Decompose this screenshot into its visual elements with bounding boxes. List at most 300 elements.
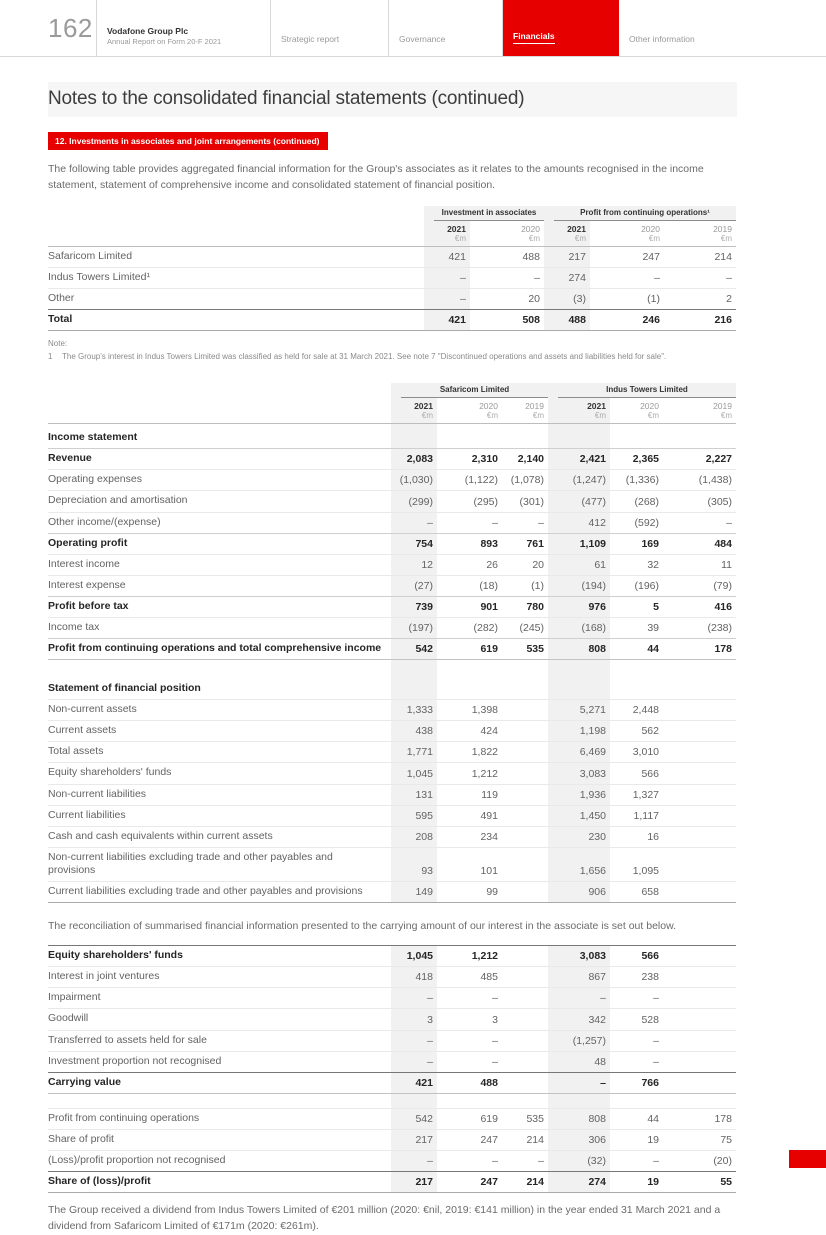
cell-value: 2,421: [548, 449, 610, 470]
cell-value: [548, 660, 610, 675]
row-label: Other income/(expense): [48, 512, 391, 533]
column-group-label: Investment in associates: [434, 206, 544, 221]
empty-header-cell: [48, 221, 424, 234]
row-label: Cash and cash equivalents within current assets: [48, 826, 391, 847]
cell-value: [502, 784, 548, 805]
cell-value: –: [663, 512, 736, 533]
unit-header: €m: [544, 234, 590, 247]
table-row: [48, 424, 736, 449]
cell-value: 421: [424, 309, 470, 330]
row-label: Total: [48, 309, 424, 330]
cell-value: 1,656: [548, 847, 610, 881]
cell-value: 1,771: [391, 742, 437, 763]
cell-value: 44: [610, 1108, 663, 1129]
table-row: [48, 660, 736, 675]
cell-value: 230: [548, 826, 610, 847]
cell-value: (245): [502, 618, 548, 639]
table-row: [48, 1130, 736, 1151]
year-header: 2019: [525, 401, 544, 411]
table-row: [48, 267, 736, 288]
cell-value: (282): [437, 618, 502, 639]
cell-value: [610, 660, 663, 675]
cell-value: [437, 424, 502, 449]
cell-value: 1,333: [391, 700, 437, 721]
cell-value: (268): [610, 491, 663, 512]
table-row: [48, 1009, 736, 1030]
year-header: 2020: [640, 401, 659, 411]
row-label: Income tax: [48, 618, 391, 639]
table-row: [48, 1172, 736, 1193]
cell-value: [502, 742, 548, 763]
cell-value: 619: [437, 1108, 502, 1129]
row-label: Non-current liabilities excluding trade and other payables and provisions: [48, 847, 391, 881]
cell-value: 2,365: [610, 449, 663, 470]
cell-value: 247: [437, 1172, 502, 1193]
row-label: Current liabilities: [48, 805, 391, 826]
footnote-number: 1: [48, 352, 53, 361]
empty-header-cell: [48, 383, 391, 398]
row-label: Impairment: [48, 988, 391, 1009]
cell-value: 26: [437, 554, 502, 575]
cell-value: 16: [610, 826, 663, 847]
cell-value: 754: [391, 533, 437, 554]
column-group: [391, 383, 548, 398]
cell-value: –: [548, 988, 610, 1009]
cell-value: 5: [610, 597, 663, 618]
cell-value: 214: [502, 1172, 548, 1193]
cell-value: [391, 660, 437, 675]
cell-value: (1,122): [437, 470, 502, 491]
row-label: Income statement: [48, 431, 138, 443]
unit-header-row: [48, 411, 736, 424]
nav-tab-governance[interactable]: [389, 0, 503, 56]
row-label: Safaricom Limited: [48, 246, 424, 267]
cell-value: –: [470, 267, 544, 288]
table-row: [48, 246, 736, 267]
table-row: [48, 1093, 736, 1108]
page-number: 162: [0, 0, 97, 56]
cell-value: [502, 424, 548, 449]
cell-value: 1,117: [610, 805, 663, 826]
cell-value: 3: [391, 1009, 437, 1030]
row-label: Goodwill: [48, 1009, 391, 1030]
table-row: [48, 1151, 736, 1172]
cell-value: [663, 1072, 736, 1093]
cell-value: –: [664, 267, 736, 288]
row-label: Total assets: [48, 742, 391, 763]
row-label: Current assets: [48, 721, 391, 742]
cell-value: –: [437, 988, 502, 1009]
page-content: [0, 117, 826, 1235]
page-header: [0, 0, 826, 57]
cell-value: 535: [502, 1108, 548, 1129]
cell-value: 867: [548, 967, 610, 988]
table-row: [48, 309, 736, 330]
intro-paragraph: The following table provides aggregated financial information for the Group's associates as it relates to the amounts recognised in the income statement, statement of comprehensive income and consolidated statement of financial position.: [48, 163, 704, 191]
cell-value: (1,078): [502, 470, 548, 491]
footnote-heading: Note:: [48, 339, 68, 348]
cell-value: 780: [502, 597, 548, 618]
table-row: [48, 491, 736, 512]
cell-value: 61: [548, 554, 610, 575]
cell-value: 542: [391, 1108, 437, 1129]
cell-value: (79): [663, 575, 736, 596]
table-row: [48, 988, 736, 1009]
table-row: [48, 784, 736, 805]
cell-value: 562: [610, 721, 663, 742]
nav-tab-label: Other information: [629, 34, 695, 44]
cell-value: 619: [437, 639, 502, 660]
cell-value: [391, 1093, 437, 1108]
cell-value: 491: [437, 805, 502, 826]
cell-value: (1,030): [391, 470, 437, 491]
cell-value: 11: [663, 554, 736, 575]
table-row: [48, 826, 736, 847]
unit-header: €m: [470, 234, 544, 247]
cell-value: [502, 1093, 548, 1108]
row-label: Equity shareholders' funds: [48, 763, 391, 784]
unit-header-row: [48, 234, 736, 247]
cell-value: 1,327: [610, 784, 663, 805]
cell-value: [663, 882, 736, 903]
cell-value: –: [391, 1030, 437, 1051]
cell-value: [610, 424, 663, 449]
cell-value: –: [437, 1030, 502, 1051]
table-row: [48, 512, 736, 533]
cell-value: 2,448: [610, 700, 663, 721]
cell-value: [548, 424, 610, 449]
cell-value: (295): [437, 491, 502, 512]
cell-value: (168): [548, 618, 610, 639]
column-group: [424, 206, 544, 221]
row-label: Non-current liabilities: [48, 784, 391, 805]
cell-value: 238: [610, 967, 663, 988]
cell-value: 20: [502, 554, 548, 575]
row-label: Investment proportion not recognised: [48, 1051, 391, 1072]
cell-value: [437, 660, 502, 675]
row-label: Transferred to assets held for sale: [48, 1030, 391, 1051]
row-label: Current liabilities excluding trade and other payables and provisions: [48, 882, 391, 903]
cell-value: [663, 847, 736, 881]
cell-value: [502, 946, 548, 967]
cell-value: –: [424, 288, 470, 309]
cell-value: 418: [391, 967, 437, 988]
cell-value: –: [610, 1051, 663, 1072]
cell-value: 306: [548, 1130, 610, 1151]
cell-value: –: [437, 512, 502, 533]
nav-tab-label: Financials: [513, 31, 555, 44]
cell-value: 3,083: [548, 946, 610, 967]
cell-value: 93: [391, 847, 437, 881]
cell-value: 234: [437, 826, 502, 847]
empty-header-cell: [48, 411, 391, 424]
cell-value: 131: [391, 784, 437, 805]
cell-value: 3,083: [548, 763, 610, 784]
cell-value: 274: [544, 267, 590, 288]
cell-value: (301): [502, 491, 548, 512]
cell-value: 247: [590, 246, 664, 267]
row-label: Non-current assets: [48, 700, 391, 721]
cell-value: 216: [664, 309, 736, 330]
cell-value: [663, 1093, 736, 1108]
cell-value: 528: [610, 1009, 663, 1030]
cell-value: [502, 847, 548, 881]
year-header: 2021: [567, 223, 586, 234]
row-label: Share of (loss)/profit: [48, 1172, 391, 1193]
footnote-item: [48, 351, 736, 363]
unit-header: €m: [391, 411, 437, 424]
cell-value: 766: [610, 1072, 663, 1093]
cell-value: 808: [548, 639, 610, 660]
table-row: [48, 805, 736, 826]
cell-value: 424: [437, 721, 502, 742]
table-row: [48, 575, 736, 596]
associates-detail-grid: [48, 383, 736, 903]
row-label: Profit before tax: [48, 597, 391, 618]
empty-header-cell: [48, 234, 424, 247]
section-heading-badge: 12. Investments in associates and joint arrangements (continued): [48, 132, 328, 150]
cell-value: (20): [663, 1151, 736, 1172]
cell-value: [502, 660, 548, 675]
cell-value: 2,083: [391, 449, 437, 470]
year-header: 2020: [521, 223, 540, 234]
report-name: Annual Report on Form 20-F 2021: [107, 36, 222, 46]
column-group-row: [48, 206, 736, 221]
cell-value: 535: [502, 639, 548, 660]
table-row: [48, 721, 736, 742]
cell-value: 1,109: [548, 533, 610, 554]
cell-value: 246: [590, 309, 664, 330]
cell-value: [502, 826, 548, 847]
cell-value: 6,469: [548, 742, 610, 763]
footnote-text: The Group's interest in Indus Towers Limited was classified as held for sale at 31 March 2021. See note 7 "Discontinued operations and assets and liabilities held for sale".: [62, 352, 667, 361]
cell-value: 485: [437, 967, 502, 988]
year-header: 2021: [587, 401, 606, 411]
row-label: Revenue: [48, 449, 391, 470]
cell-value: –: [610, 1030, 663, 1051]
year-header: 2020: [479, 401, 498, 411]
cell-value: 2,227: [663, 449, 736, 470]
cell-value: (305): [663, 491, 736, 512]
column-group: [548, 383, 736, 398]
cell-value: 739: [391, 597, 437, 618]
cell-value: 1,045: [391, 946, 437, 967]
column-group-label: Profit from continuing operations¹: [554, 206, 736, 221]
cell-value: 542: [391, 639, 437, 660]
cell-value: 416: [663, 597, 736, 618]
cell-value: 1,936: [548, 784, 610, 805]
unit-header: €m: [610, 411, 663, 424]
cell-value: –: [391, 988, 437, 1009]
cell-value: 3,010: [610, 742, 663, 763]
cell-value: 901: [437, 597, 502, 618]
column-group-label: Indus Towers Limited: [558, 383, 736, 398]
cell-value: (1): [502, 575, 548, 596]
row-label: Interest in joint ventures: [48, 967, 391, 988]
cell-value: [548, 675, 610, 700]
table-row: [48, 967, 736, 988]
table-row: [48, 554, 736, 575]
year-header-row: [48, 398, 736, 411]
table-row: [48, 742, 736, 763]
year-header: 2019: [713, 223, 732, 234]
nav-tab-strategic-report[interactable]: [271, 0, 389, 56]
row-label: Indus Towers Limited¹: [48, 267, 424, 288]
cell-value: [663, 967, 736, 988]
cell-value: 488: [437, 1072, 502, 1093]
cell-value: [502, 1051, 548, 1072]
cell-value: 178: [663, 639, 736, 660]
table-row: [48, 470, 736, 491]
cell-value: [663, 826, 736, 847]
cell-value: [663, 742, 736, 763]
cell-value: 1,398: [437, 700, 502, 721]
row-label: Profit from continuing operations and total comprehensive income: [48, 639, 391, 660]
column-group: [544, 206, 736, 221]
cell-value: [663, 424, 736, 449]
cell-value: –: [610, 1151, 663, 1172]
cell-value: 1,212: [437, 946, 502, 967]
cell-value: –: [502, 512, 548, 533]
unit-header: €m: [548, 411, 610, 424]
cell-value: (3): [544, 288, 590, 309]
cell-value: [502, 1030, 548, 1051]
cell-value: 484: [663, 533, 736, 554]
cell-value: 1,450: [548, 805, 610, 826]
table-row: [48, 1030, 736, 1051]
cell-value: –: [437, 1151, 502, 1172]
cell-value: 99: [437, 882, 502, 903]
cell-value: 808: [548, 1108, 610, 1129]
cell-value: 178: [663, 1108, 736, 1129]
cell-value: [663, 784, 736, 805]
cell-value: 2,310: [437, 449, 502, 470]
cell-value: 217: [544, 246, 590, 267]
year-header-row: [48, 221, 736, 234]
cell-value: [502, 988, 548, 1009]
unit-header: €m: [663, 411, 736, 424]
nav-tab-other-information[interactable]: [619, 0, 826, 56]
cell-value: [663, 1009, 736, 1030]
table-row: [48, 449, 736, 470]
cell-value: [437, 1093, 502, 1108]
company-name: Vodafone Group Plc: [107, 25, 189, 36]
cell-value: [502, 700, 548, 721]
cell-value: (238): [663, 618, 736, 639]
title-band: [48, 82, 737, 117]
cell-value: –: [502, 1151, 548, 1172]
cell-value: –: [391, 1151, 437, 1172]
cell-value: 976: [548, 597, 610, 618]
footnote-block: [48, 338, 736, 363]
cell-value: [502, 1009, 548, 1030]
cell-value: 3: [437, 1009, 502, 1030]
reconciliation-table-grid: [48, 945, 736, 1193]
cell-value: 906: [548, 882, 610, 903]
table-row: [48, 1108, 736, 1129]
cell-value: 2: [664, 288, 736, 309]
cell-value: (194): [548, 575, 610, 596]
cell-value: [502, 1072, 548, 1093]
table-row: [48, 639, 736, 660]
cell-value: 342: [548, 1009, 610, 1030]
cell-value: 12: [391, 554, 437, 575]
cell-value: [548, 1093, 610, 1108]
cell-value: (1,247): [548, 470, 610, 491]
cell-value: (592): [610, 512, 663, 533]
cell-value: 1,045: [391, 763, 437, 784]
cell-value: 421: [391, 1072, 437, 1093]
cell-value: 893: [437, 533, 502, 554]
cell-value: 595: [391, 805, 437, 826]
cell-value: [502, 967, 548, 988]
table-row: [48, 763, 736, 784]
cell-value: [437, 675, 502, 700]
table-row: [48, 847, 736, 881]
cell-value: 761: [502, 533, 548, 554]
associates-detail: [48, 383, 736, 903]
cell-value: [502, 721, 548, 742]
unit-header: €m: [437, 411, 502, 424]
cell-value: 208: [391, 826, 437, 847]
cell-value: –: [391, 1051, 437, 1072]
row-label: Operating profit: [48, 533, 391, 554]
cell-value: 48: [548, 1051, 610, 1072]
cell-value: –: [424, 267, 470, 288]
closing-paragraph: The Group received a dividend from Indus Towers Limited of €201 million (2020: €nil, 2019: €141 million) in the year ended 31 March 2021 and a dividend from Safaricom Limited of €171m (2020: €261m).: [48, 1204, 721, 1233]
cell-value: 149: [391, 882, 437, 903]
cell-value: –: [590, 267, 664, 288]
cell-value: –: [610, 988, 663, 1009]
nav-tab-label: Governance: [399, 34, 446, 44]
cell-value: 274: [548, 1172, 610, 1193]
cell-value: (1,336): [610, 470, 663, 491]
cell-value: 169: [610, 533, 663, 554]
cell-value: (32): [548, 1151, 610, 1172]
year-header: 2020: [641, 223, 660, 234]
row-label: Carrying value: [48, 1072, 391, 1093]
cell-value: (1,438): [663, 470, 736, 491]
cell-value: 438: [391, 721, 437, 742]
row-label: (Loss)/profit proportion not recognised: [48, 1151, 391, 1172]
unit-header: €m: [502, 411, 548, 424]
nav-tab-financials[interactable]: [503, 0, 619, 56]
year-header: 2021: [414, 401, 433, 411]
page-corner-marker: [789, 1150, 826, 1168]
row-label: Equity shareholders' funds: [48, 946, 391, 967]
cell-value: [502, 763, 548, 784]
cell-value: (196): [610, 575, 663, 596]
row-label: Interest expense: [48, 575, 391, 596]
cell-value: [502, 675, 548, 700]
cell-value: 566: [610, 946, 663, 967]
cell-value: [502, 882, 548, 903]
cell-value: 508: [470, 309, 544, 330]
cell-value: (299): [391, 491, 437, 512]
cell-value: (197): [391, 618, 437, 639]
cell-value: [663, 1030, 736, 1051]
unit-header: €m: [590, 234, 664, 247]
row-label: Interest income: [48, 554, 391, 575]
cell-value: [663, 675, 736, 700]
row-label: Other: [48, 288, 424, 309]
cell-value: 55: [663, 1172, 736, 1193]
associates-summary-grid: [48, 206, 736, 332]
cell-value: (1): [590, 288, 664, 309]
cell-value: [663, 1051, 736, 1072]
cell-value: 44: [610, 639, 663, 660]
cell-value: [391, 675, 437, 700]
